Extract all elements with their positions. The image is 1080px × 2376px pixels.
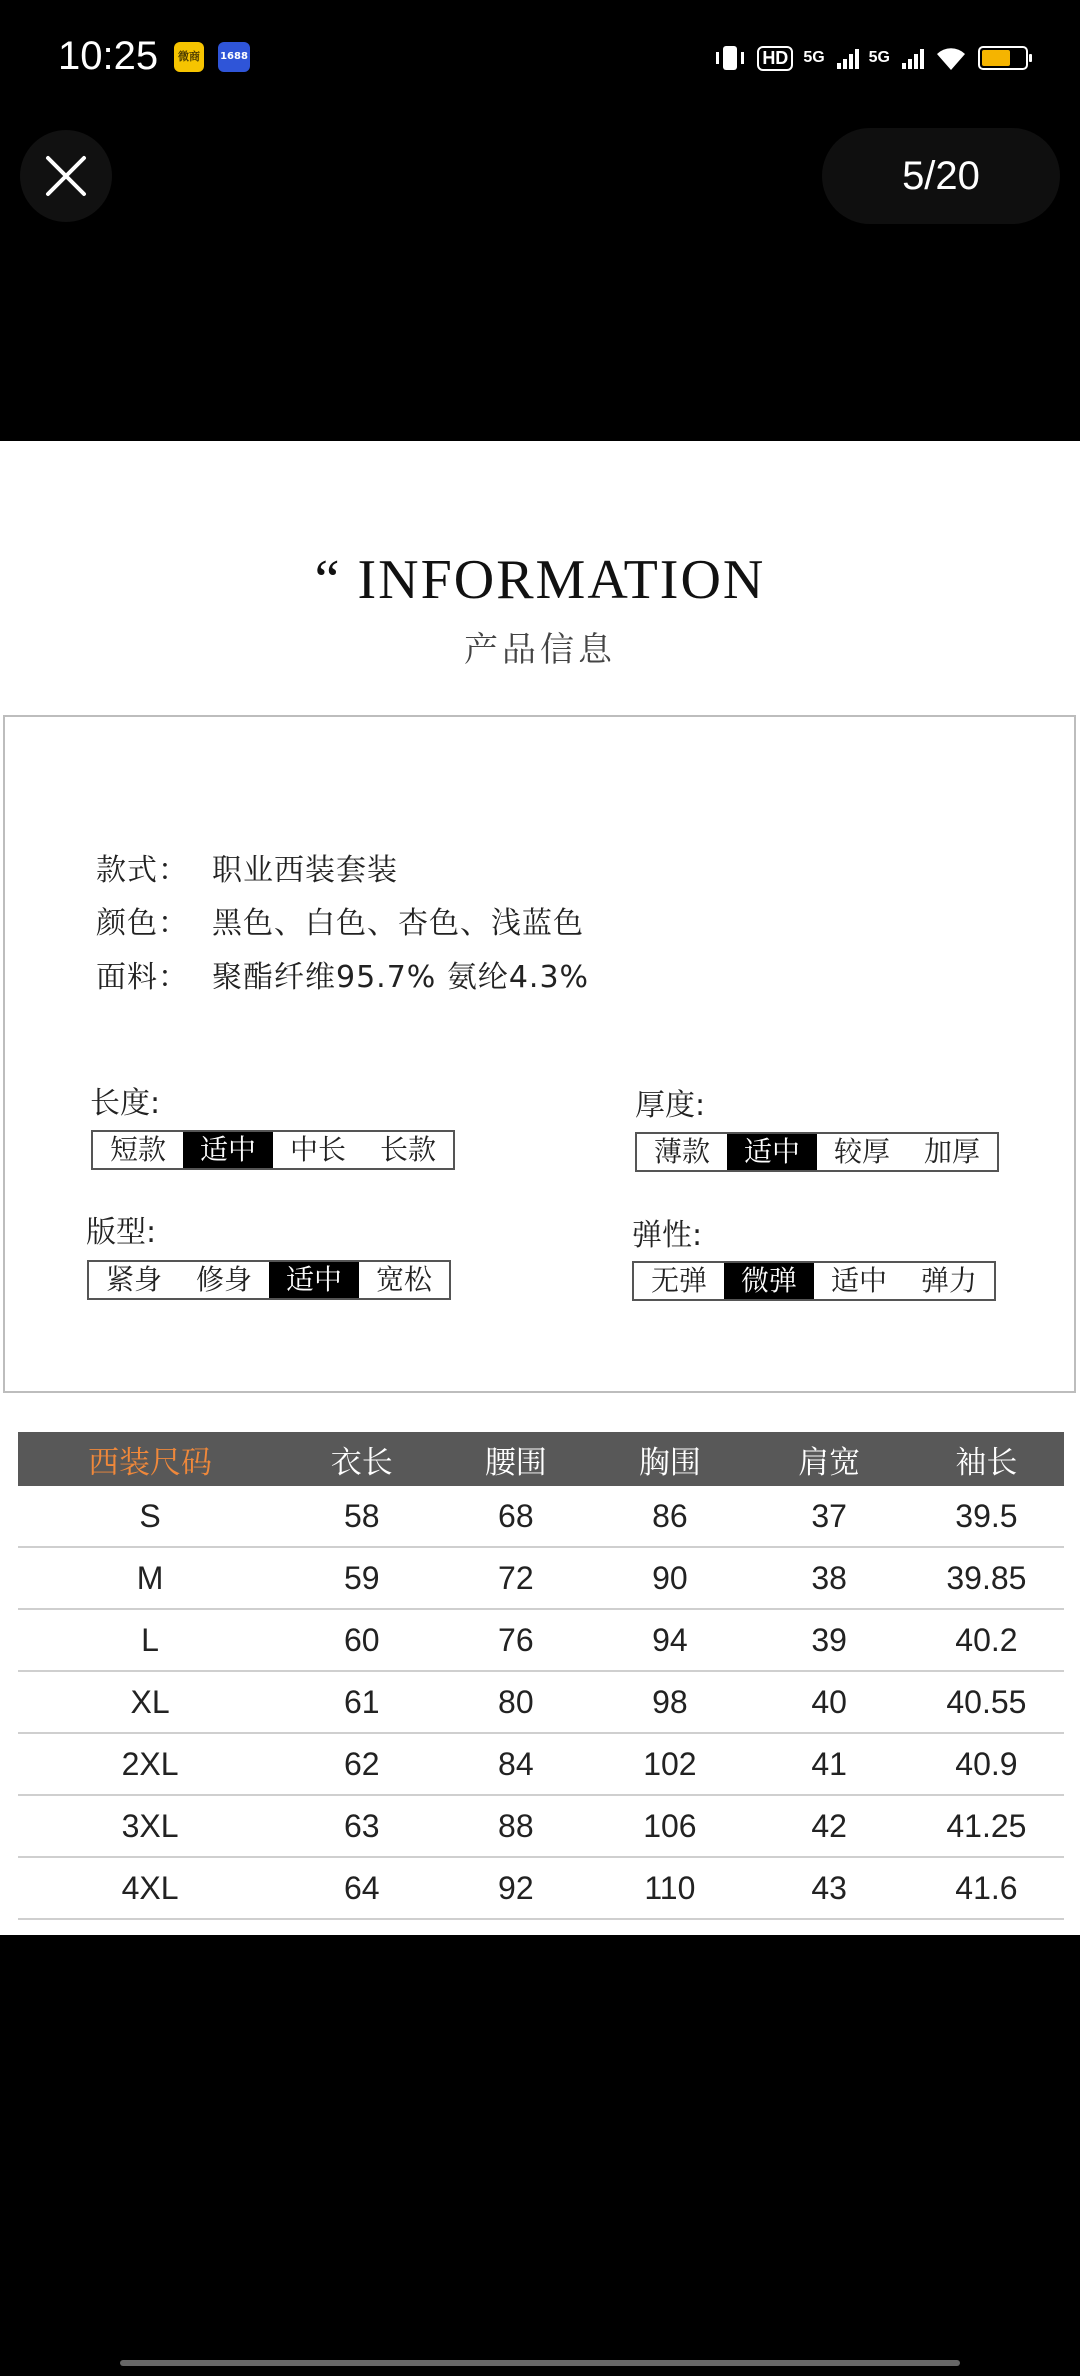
signal-icon-1 xyxy=(837,47,859,69)
cell-length: 60 xyxy=(282,1609,441,1671)
table-row xyxy=(18,1671,1064,1733)
length-option-selected: 适中 xyxy=(183,1132,273,1168)
spec-fabric-key: 面料： xyxy=(96,960,189,995)
column-header-sleeve: 袖长 xyxy=(909,1432,1064,1486)
cell-shoulder: 40 xyxy=(750,1671,909,1733)
cell-size: XL xyxy=(18,1671,282,1733)
length-option: 短款 xyxy=(109,1133,166,1166)
cell-length: 58 xyxy=(282,1486,441,1547)
network-5g-2: 5G xyxy=(868,49,890,66)
cell-length: 64 xyxy=(282,1857,441,1919)
cell-length: 63 xyxy=(282,1795,441,1857)
cell-waist: 84 xyxy=(441,1733,590,1795)
column-header-bust: 胸围 xyxy=(590,1432,749,1486)
cell-length: 59 xyxy=(282,1547,441,1609)
cell-size: S xyxy=(18,1486,282,1547)
table-row xyxy=(18,1547,1064,1609)
network-5g-1: 5G xyxy=(803,49,825,66)
wifi-icon xyxy=(934,44,968,72)
cell-bust: 106 xyxy=(590,1795,749,1857)
cell-sleeve: 39.5 xyxy=(909,1486,1064,1547)
length-label: 长度: xyxy=(90,1086,161,1121)
thickness-option-selected: 适中 xyxy=(727,1134,817,1170)
cell-shoulder: 42 xyxy=(750,1795,909,1857)
cell-waist: 68 xyxy=(441,1486,590,1547)
cell-waist: 72 xyxy=(441,1547,590,1609)
spec-color xyxy=(96,898,584,942)
app-1688-icon: 1688 xyxy=(218,42,250,72)
table-row xyxy=(18,1733,1064,1795)
status-icons xyxy=(713,38,1028,78)
hd-icon: HD xyxy=(757,46,793,71)
cell-size: 4XL xyxy=(18,1857,282,1919)
close-icon xyxy=(44,154,88,198)
length-option: 中长 xyxy=(289,1133,346,1166)
elasticity-option: 无弹 xyxy=(650,1264,707,1297)
thickness-option: 加厚 xyxy=(923,1135,980,1168)
column-header-length: 衣长 xyxy=(282,1432,441,1486)
spec-style xyxy=(96,845,398,889)
cell-shoulder: 37 xyxy=(750,1486,909,1547)
close-button[interactable] xyxy=(20,130,112,222)
info-title: “ INFORMATION xyxy=(314,549,766,611)
thickness-options xyxy=(635,1132,999,1172)
thickness-option: 薄款 xyxy=(653,1135,710,1168)
cell-sleeve: 39.85 xyxy=(909,1547,1064,1609)
fit-option: 紧身 xyxy=(105,1263,162,1296)
elasticity-options xyxy=(632,1261,996,1301)
fit-option: 宽松 xyxy=(375,1263,432,1296)
vibrate-icon xyxy=(713,44,747,72)
cell-shoulder: 41 xyxy=(750,1733,909,1795)
cell-sleeve: 40.2 xyxy=(909,1609,1064,1671)
table-row xyxy=(18,1795,1064,1857)
cell-bust: 90 xyxy=(590,1547,749,1609)
spec-color-value: 黑色、白色、杏色、浅蓝色 xyxy=(212,906,584,941)
length-options xyxy=(91,1130,455,1170)
thickness-option: 较厚 xyxy=(833,1135,890,1168)
cell-waist: 88 xyxy=(441,1795,590,1857)
cell-bust: 102 xyxy=(590,1733,749,1795)
fit-option: 修身 xyxy=(195,1263,252,1296)
cell-waist: 92 xyxy=(441,1857,590,1919)
cell-bust: 110 xyxy=(590,1857,749,1919)
elasticity-option-selected: 微弹 xyxy=(724,1263,814,1299)
spec-style-key: 款式： xyxy=(96,853,189,888)
cell-sleeve: 40.9 xyxy=(909,1733,1064,1795)
fit-options xyxy=(87,1260,451,1300)
cell-size: M xyxy=(18,1547,282,1609)
elasticity-option: 弹力 xyxy=(920,1264,977,1297)
fit-label: 版型: xyxy=(86,1215,157,1250)
cell-shoulder: 39 xyxy=(750,1609,909,1671)
spec-style-value: 职业西装套装 xyxy=(212,853,398,888)
cell-waist: 76 xyxy=(441,1609,590,1671)
cell-length: 62 xyxy=(282,1733,441,1795)
app-notification-icon: 微商 xyxy=(174,42,204,72)
table-row xyxy=(18,1857,1064,1919)
thickness-label: 厚度: xyxy=(635,1088,706,1123)
cell-size: 3XL xyxy=(18,1795,282,1857)
home-indicator[interactable] xyxy=(120,2360,960,2366)
length-option: 长款 xyxy=(379,1133,436,1166)
cell-sleeve: 41.25 xyxy=(909,1795,1064,1857)
cell-sleeve: 41.6 xyxy=(909,1857,1064,1919)
column-header-size: 西装尺码 xyxy=(18,1432,282,1486)
spec-color-key: 颜色： xyxy=(96,906,189,941)
cell-size: 2XL xyxy=(18,1733,282,1795)
clock: 10:25 xyxy=(58,34,159,78)
image-counter: 5/20 xyxy=(822,128,1060,224)
size-table xyxy=(18,1432,1064,1920)
cell-bust: 98 xyxy=(590,1671,749,1733)
cell-waist: 80 xyxy=(441,1671,590,1733)
fit-option-selected: 适中 xyxy=(269,1262,359,1298)
cell-bust: 86 xyxy=(590,1486,749,1547)
cell-length: 61 xyxy=(282,1671,441,1733)
table-row xyxy=(18,1486,1064,1547)
battery-icon xyxy=(978,46,1028,70)
table-row xyxy=(18,1609,1064,1671)
cell-shoulder: 38 xyxy=(750,1547,909,1609)
status-bar xyxy=(0,0,1080,120)
cell-sleeve: 40.55 xyxy=(909,1671,1064,1733)
size-table-header xyxy=(18,1432,1064,1486)
column-header-waist: 腰围 xyxy=(441,1432,590,1486)
column-header-shoulder: 肩宽 xyxy=(750,1432,909,1486)
elasticity-label: 弹性: xyxy=(632,1218,703,1253)
cell-size: L xyxy=(18,1609,282,1671)
cell-bust: 94 xyxy=(590,1609,749,1671)
info-subtitle: 产品信息 xyxy=(464,630,616,670)
spec-fabric xyxy=(96,952,589,996)
cell-shoulder: 43 xyxy=(750,1857,909,1919)
spec-fabric-value: 聚酯纤维95.7% 氨纶4.3% xyxy=(212,960,590,995)
elasticity-option: 适中 xyxy=(830,1264,887,1297)
signal-icon-2 xyxy=(902,47,924,69)
